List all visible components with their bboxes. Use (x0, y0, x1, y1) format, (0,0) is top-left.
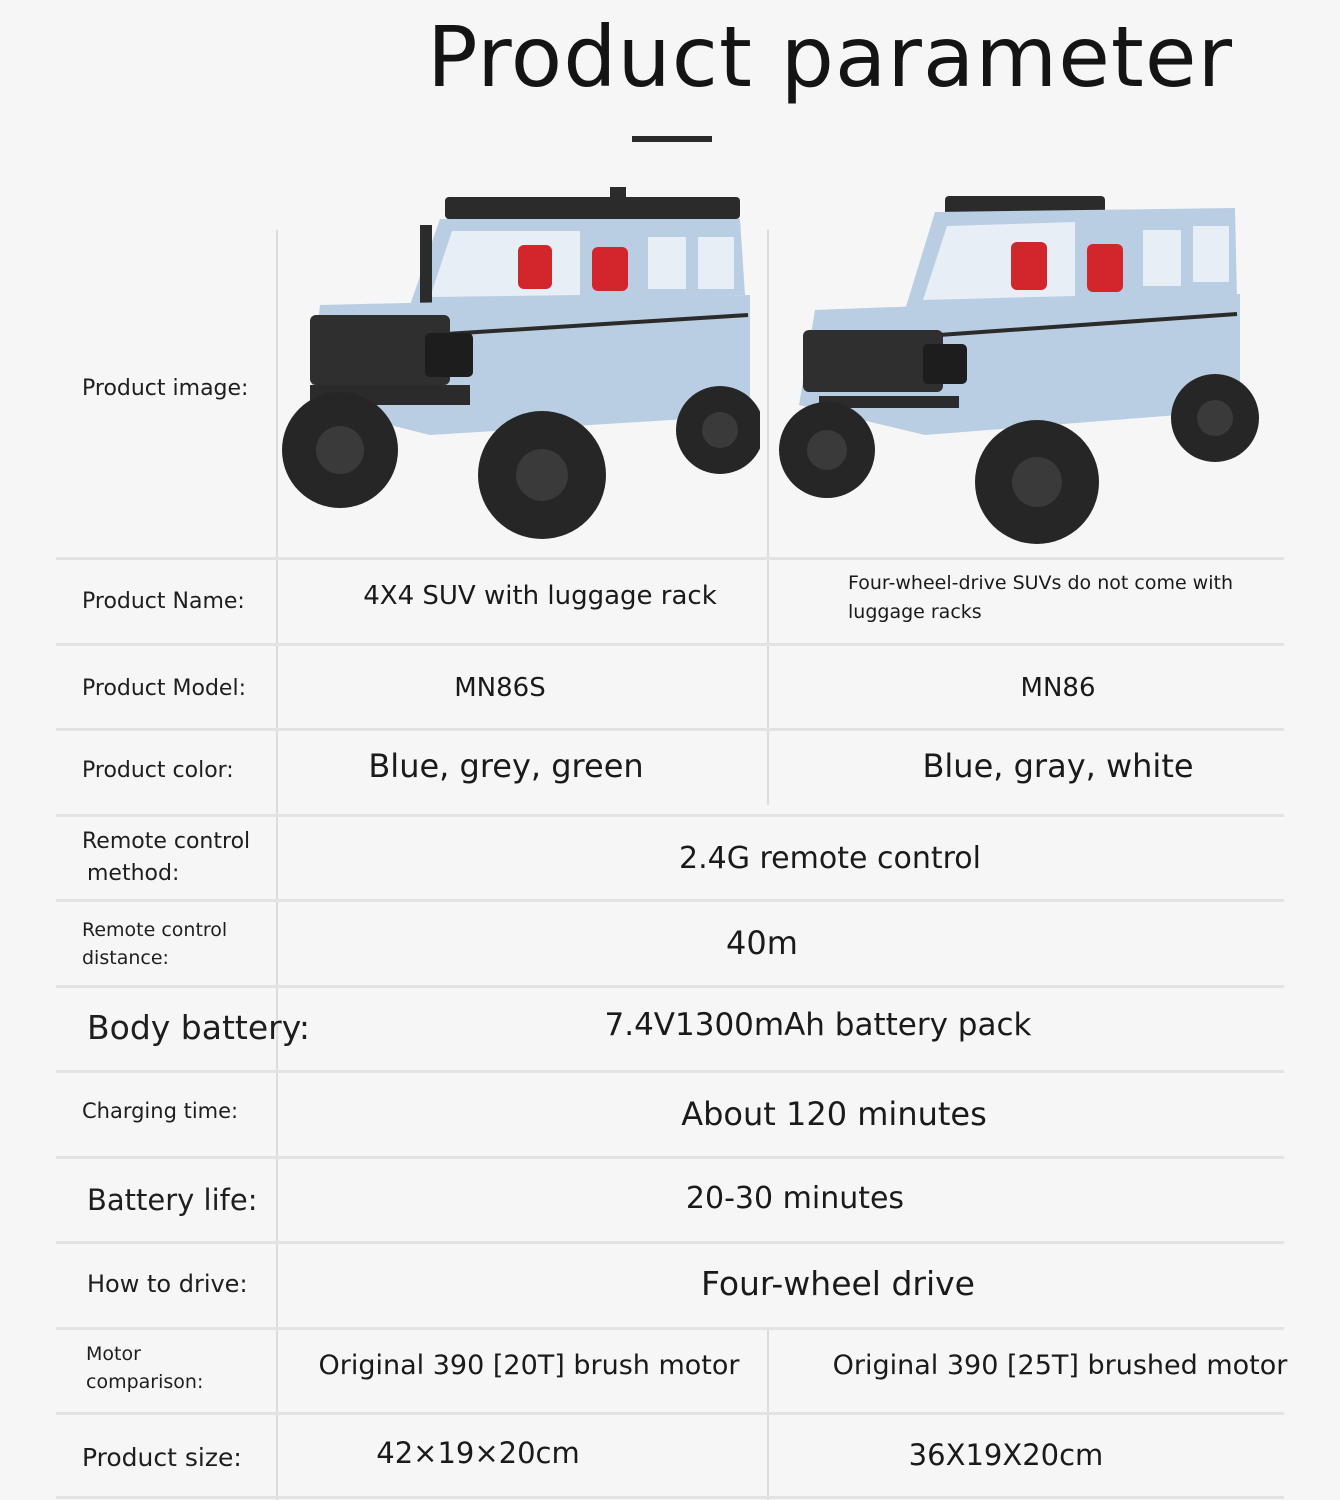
row-divider (56, 985, 1284, 988)
motor-col1: Original 390 [20T] brush motor (318, 1350, 740, 1381)
product-model-col2: MN86 (1020, 673, 1096, 703)
row-divider (56, 1412, 1284, 1415)
remote-method-label-line1: Remote control (82, 829, 251, 854)
title-underline (632, 136, 712, 142)
body-battery-value: 7.4V1300mAh battery pack (604, 1007, 1032, 1043)
suv-with-rack-image (280, 185, 760, 550)
remote-method-label-line2: method: (87, 861, 180, 886)
suv-without-rack-image (775, 190, 1265, 550)
product-color-label: Product color: (82, 758, 234, 783)
charging-time-label: Charging time: (82, 1099, 239, 1123)
product-color-col2: Blue, gray, white (922, 747, 1194, 785)
remote-method-value: 2.4G remote control (679, 841, 981, 876)
product-model-label: Product Model: (82, 676, 246, 701)
body-battery-label: Body battery: (87, 1008, 310, 1047)
product-name-col2-line1: Four-wheel-drive SUVs do not come with (848, 572, 1233, 594)
page-title: Product parameter (426, 8, 1234, 106)
product-image-label: Product image: (82, 376, 249, 401)
battery-life-label: Battery life: (87, 1183, 258, 1217)
column-divider-top (767, 230, 769, 805)
product-color-col1: Blue, grey, green (368, 747, 644, 785)
label-column-divider (276, 230, 278, 1500)
row-divider (56, 1327, 1284, 1330)
row-divider (56, 557, 1284, 560)
product-size-col1: 42×19×20cm (376, 1436, 580, 1470)
product-model-col1: MN86S (454, 673, 546, 703)
row-divider (56, 1241, 1284, 1244)
battery-life-value: 20-30 minutes (685, 1181, 905, 1216)
product-name-col1: 4X4 SUV with luggage rack (363, 581, 717, 611)
remote-distance-label-line1: Remote control (82, 919, 228, 941)
row-divider (56, 643, 1284, 646)
row-divider (56, 1070, 1284, 1073)
product-size-label: Product size: (82, 1443, 242, 1472)
row-divider (56, 1156, 1284, 1159)
motor-label-line2: comparison: (86, 1371, 204, 1393)
product-name-col2-line2: luggage racks (848, 601, 982, 623)
motor-col2: Original 390 [25T] brushed motor (832, 1350, 1288, 1381)
row-divider (56, 814, 1284, 817)
remote-distance-value: 40m (726, 924, 798, 962)
product-size-col2: 36X19X20cm (908, 1438, 1104, 1472)
drive-value: Four-wheel drive (701, 1264, 975, 1303)
row-divider (56, 728, 1284, 731)
remote-distance-label-line2: distance: (82, 947, 169, 969)
row-divider (56, 899, 1284, 902)
product-name-label: Product Name: (82, 589, 245, 614)
motor-label-line1: Motor (86, 1343, 141, 1365)
charging-time-value: About 120 minutes (681, 1095, 987, 1133)
row-divider (56, 1496, 1284, 1499)
drive-label: How to drive: (87, 1270, 248, 1298)
